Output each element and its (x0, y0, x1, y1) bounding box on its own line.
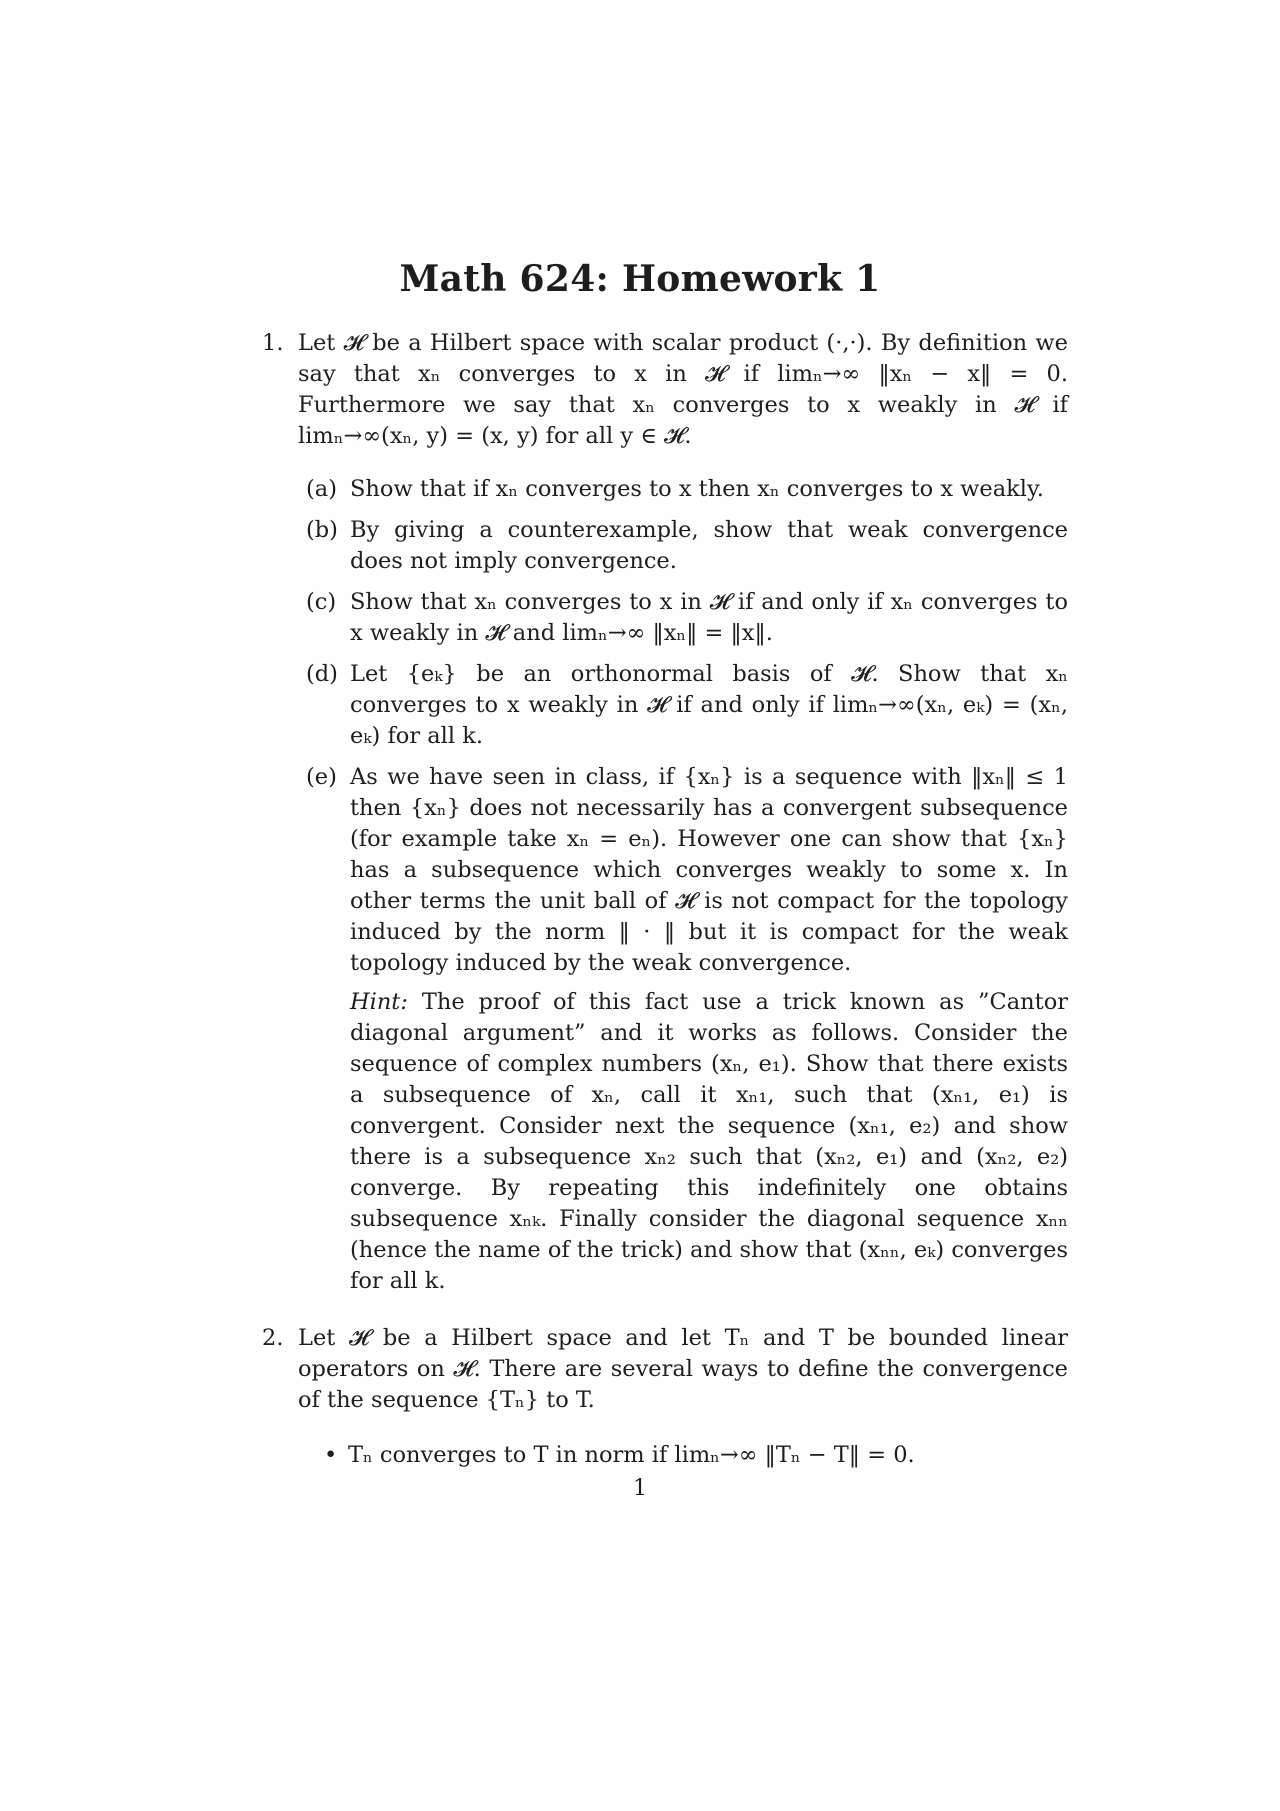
problem-text: Let 𝓗 be a Hilbert space and let Tₙ and T be bounded linear operators on 𝓗. There are several ways to define the convergence of the sequence {Tₙ} to T. (298, 1325, 1068, 1413)
part-label: (e) (306, 764, 337, 790)
bullet-symbol: • (324, 1442, 338, 1468)
part-c (306, 587, 1068, 649)
part-text: By giving a counterexample, show that weak convergence does not imply convergence. (350, 517, 1068, 574)
part-e (306, 762, 1068, 1297)
part-text: Let {eₖ} be an orthonormal basis of 𝓗. Show that xₙ converges to x weakly in 𝓗 if and only if limₙ→∞(xₙ, eₖ) = (xₙ, eₖ) for all k. (350, 661, 1068, 749)
page-number: 1 (633, 1476, 647, 1501)
part-label: (c) (306, 589, 337, 615)
problem-number: 2. (262, 1325, 284, 1351)
part-b (306, 515, 1068, 577)
part-text: Show that if xₙ converges to x then xₙ converges to x weakly. (350, 476, 1044, 502)
part-d (306, 659, 1068, 752)
page-title: Math 624: Homework 1 (399, 258, 881, 300)
problem-text: Let 𝓗 be a Hilbert space with scalar product (·,·). By definition we say that xₙ converges to x in 𝓗 if limₙ→∞ ‖xₙ − x‖ = 0. Furthermore we say that xₙ converges to x weakly in 𝓗 if limₙ→∞(xₙ, y) = (x, y) for all y ∈ 𝓗. (298, 330, 1068, 449)
problem-1 (262, 328, 1068, 1297)
content (262, 328, 1068, 1471)
part-label: (b) (306, 517, 338, 543)
problem-1-parts (306, 474, 1068, 1297)
hint-label: Hint: (350, 989, 408, 1015)
part-label: (a) (306, 476, 337, 502)
hint (350, 987, 1068, 1297)
part-a (306, 474, 1068, 505)
part-text: Show that xₙ converges to x in 𝓗 if and only if xₙ converges to x weakly in 𝓗 and limₙ→∞ ‖xₙ‖ = ‖x‖. (350, 589, 1068, 646)
problem-number: 1. (262, 330, 284, 356)
problem-2 (262, 1323, 1068, 1471)
part-text: As we have seen in class, if {xₙ} is a sequence with ‖xₙ‖ ≤ 1 then {xₙ} does not necessarily has a convergent subsequence (for example take xₙ = eₙ). However one can show that {xₙ} has a subsequence which converges weakly to some x. In other terms the unit ball of 𝓗 is not compact for the topology induced by the norm ‖ · ‖ but it is compact for the weak topology induced by the weak convergence. (350, 764, 1068, 976)
part-label: (d) (306, 661, 338, 687)
bullet-item (320, 1440, 1068, 1471)
problem-2-bullets (320, 1440, 1068, 1471)
hint-text: The proof of this fact use a trick known as ”Cantor diagonal argument” and it works as follows. Consider the sequence of complex numbers (xₙ, e₁). Show that there exists a subsequence of xₙ, call it xₙ₁, such that (xₙ₁, e₁) is convergent. Consider next the sequence (xₙ₁, e₂) and show there is a subsequence xₙ₂ such that (xₙ₂, e₁) and (xₙ₂, e₂) converge. By repeating this indefinitely one obtains subsequence xₙₖ. Finally consider the diagonal sequence xₙₙ (hence the name of the trick) and show that (xₙₙ, eₖ) converges for all k. (350, 989, 1069, 1294)
bullet-text: Tₙ converges to T in norm if limₙ→∞ ‖Tₙ − T‖ = 0. (348, 1442, 915, 1468)
